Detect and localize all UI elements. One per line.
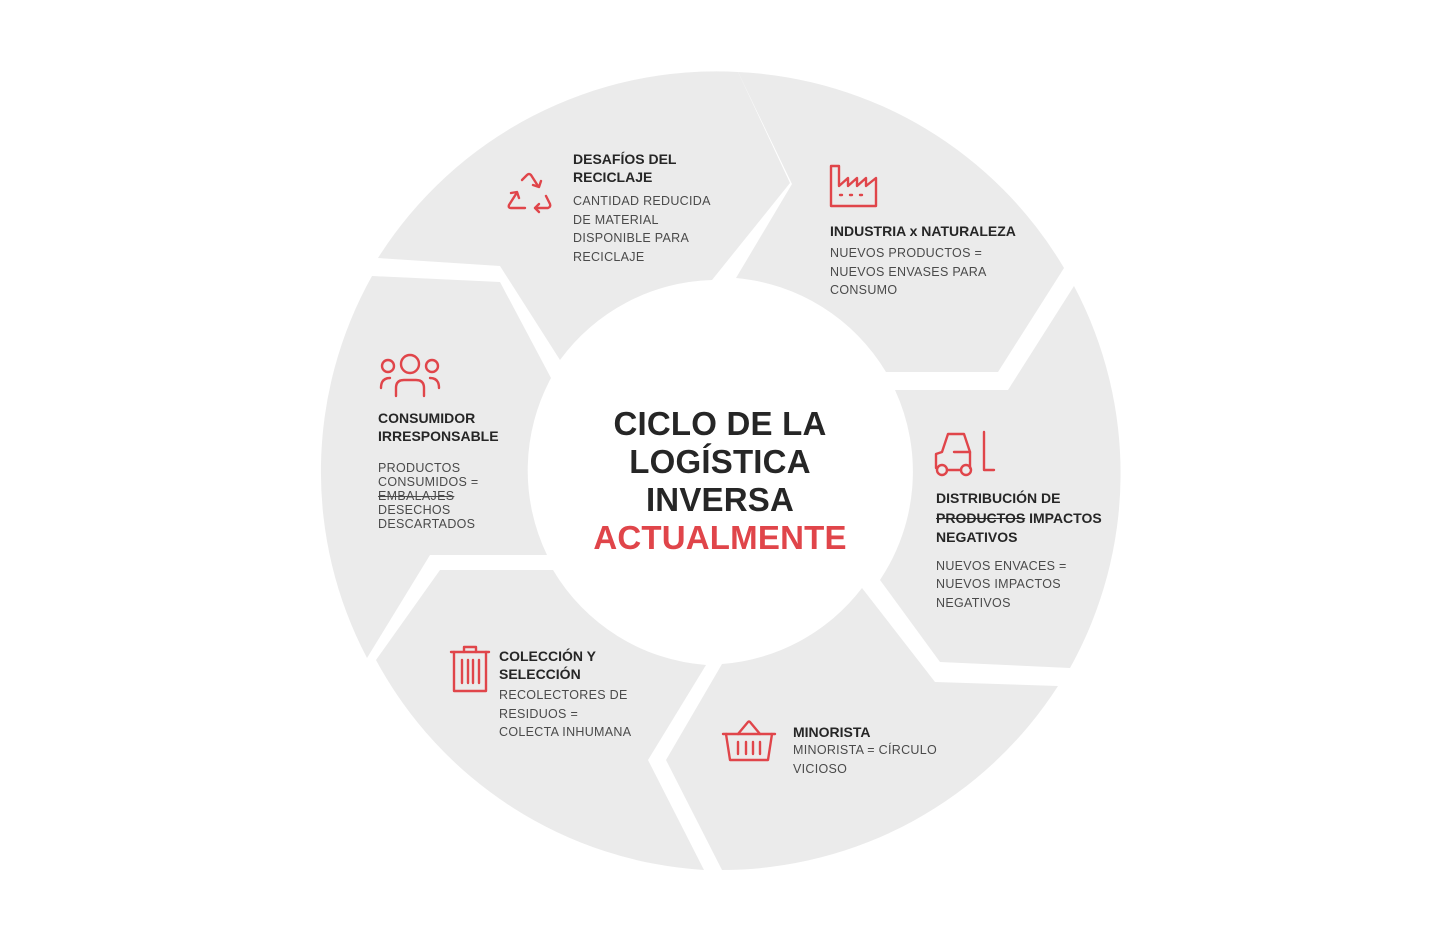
title-struck: PRODUCTOS [936, 509, 1026, 526]
factory-icon [828, 162, 880, 210]
basket-icon [720, 718, 778, 764]
title-part: IMPACTOS NEGATIVOS [936, 509, 1102, 545]
title-line-3: INVERSA [645, 481, 795, 518]
stage-title: COLECCIÓN Y SELECCIÓN [499, 648, 596, 682]
title-line-2: LOGÍSTICA [629, 443, 811, 480]
stage-desc: RECOLECTORES DE RESIDUOS = COLECTA INHUMANA [499, 688, 632, 739]
title-accent-line: ACTUALMENTE [593, 519, 847, 556]
title-part: DISTRIBUCIÓN DE [936, 490, 1061, 506]
stage-title [936, 489, 1111, 548]
people-icon [378, 352, 442, 398]
desc-part: DESECHOS DESCARTADOS [378, 503, 476, 531]
desc-struck: EMBALAJES [378, 489, 455, 503]
desc-part: PRODUCTOS CONSUMIDOS = [378, 461, 479, 489]
stage-desc: NUEVOS ENVACES = NUEVOS IMPACTOS NEGATIVOS [936, 558, 1067, 610]
stage-title: MINORISTA [793, 724, 871, 740]
stage-title: INDUSTRIA x NATURALEZA [830, 223, 1016, 239]
stage-consumidor [378, 409, 508, 531]
stage-title: CONSUMIDOR IRRESPONSABLE [378, 410, 499, 444]
stage-desc [378, 461, 488, 531]
trash-icon [448, 644, 492, 694]
stage-industria [830, 222, 1040, 300]
stage-desc: MINORISTA = CÍRCULO VICIOSO [793, 743, 938, 776]
title-line-1: CICLO DE LA [613, 405, 827, 442]
recycle-icon [502, 170, 556, 224]
forklift-icon [932, 430, 996, 480]
stage-desc: CANTIDAD REDUCIDA DE MATERIAL DISPONIBLE PARA RECICLAJE [573, 194, 711, 264]
page-title [540, 405, 900, 557]
stage-minorista [793, 723, 943, 778]
stage-coleccion [499, 647, 639, 742]
stage-title: DESAFÍOS DEL RECICLAJE [573, 151, 677, 185]
stage-reciclaje [573, 150, 713, 266]
stage-desc: NUEVOS PRODUCTOS = NUEVOS ENVASES PARA CONSUMO [830, 246, 986, 297]
stage-distribucion [936, 489, 1111, 612]
